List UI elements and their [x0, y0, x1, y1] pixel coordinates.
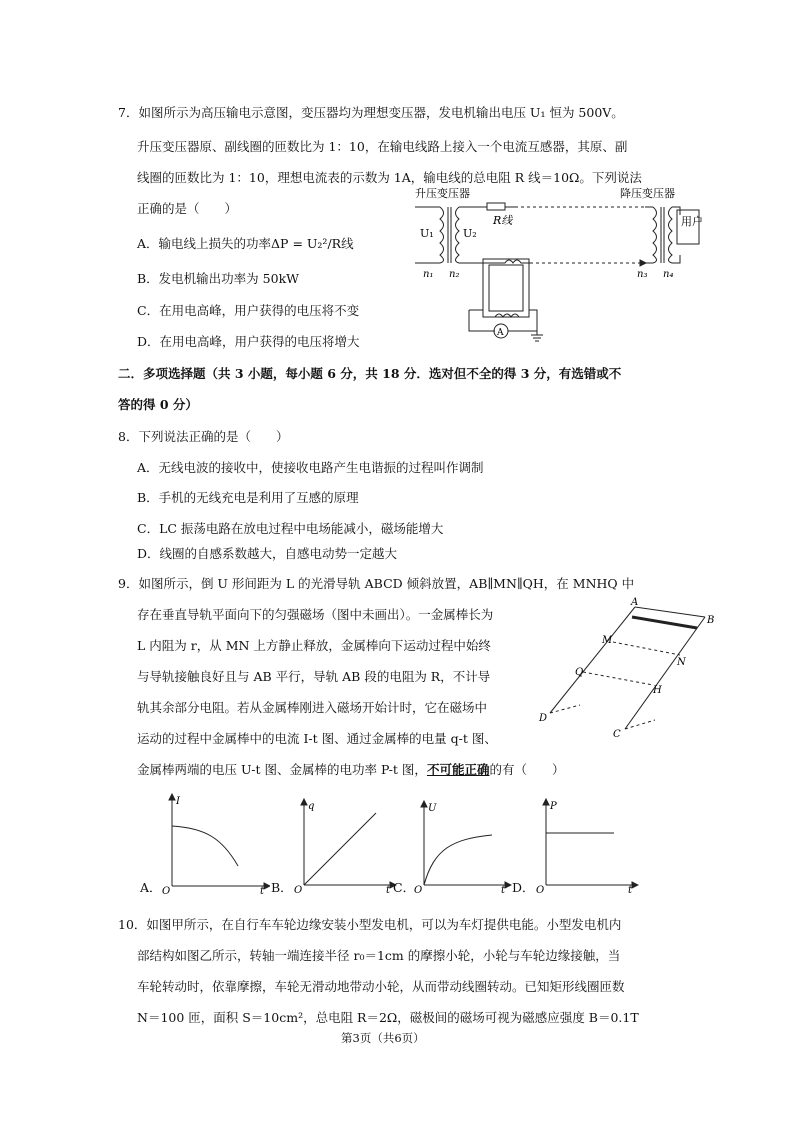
- q10-line-3: 车轮转动时，依靠摩擦，车轮无滑动地带动小轮，从而带动线圈转动。已知矩形线圈匝数: [137, 979, 625, 994]
- section2-heading-line-1: 二．多项选择题（共 3 小题，每小题 6 分，共 18 分．选对但不全的得 3 分，有选错或不: [118, 366, 622, 381]
- q9-line-1: 9．如图所示，倒 U 形间距为 L 的光滑导轨 ABCD 倾斜放置，AB∥MN∥QH，在 MNHQ 中: [118, 576, 635, 591]
- q9-line-6: 运动的过程中金属棒中的电流 I-t 图、通过金属棒的电量 q-t 图、: [137, 731, 497, 746]
- q7-line-4: 正确的是（ ）: [137, 201, 238, 216]
- n3-label: n₃: [637, 269, 648, 280]
- q10-line-1: 10．如图甲所示，在自行车车轮边缘安装小型发电机，可以为车灯提供电能。小型发电机内: [118, 917, 622, 932]
- graph-a-i-t: [160, 790, 270, 895]
- u1-label: U₁: [420, 227, 434, 240]
- q9-line-5: 轨其余部分电阻。若从金属棒刚进入磁场开始计时，它在磁场中: [137, 700, 488, 715]
- svg-text:O: O: [294, 885, 303, 895]
- point-c: C: [613, 729, 621, 740]
- section2-heading-line-2: 答的得 0 分）: [118, 397, 198, 412]
- graph-c-letter: C．: [393, 880, 416, 895]
- svg-text:I: I: [176, 796, 180, 807]
- svg-text:O: O: [414, 885, 423, 895]
- n4-label: n₄: [663, 269, 674, 280]
- q9-line-7-prefix: 金属棒两端的电压 U-t 图、金属棒的电功率 P-t 图，: [137, 762, 427, 777]
- q9-line-7-suffix: 的有（ ）: [489, 762, 565, 777]
- n1-label: n₁: [423, 269, 434, 280]
- point-h: H: [653, 685, 662, 696]
- q8-option-d: D．线圈的自感系数越大，自感电动势一定越大: [137, 546, 398, 561]
- graph-b-q-t: [292, 795, 397, 895]
- step-up-label: 升压变压器: [415, 187, 470, 200]
- q7-option-d: D．在用电高峰，用户获得的电压将增大: [137, 334, 360, 349]
- q9-line-3: L 内阻为 r，从 MN 上方静止释放，金属棒向下运动过程中始终: [137, 638, 491, 653]
- point-m: M: [602, 635, 613, 646]
- graph-d-p-t: [534, 795, 639, 895]
- q9-line-7: [137, 762, 564, 778]
- q7-option-b: B．发电机输出功率为 50kW: [137, 271, 299, 286]
- q10-line-4: N＝100 匝，面积 S＝10cm²，总电阻 R＝2Ω，磁极间的磁场可视为磁感应强度 B＝0.1T: [137, 1010, 639, 1025]
- q9-line-2: 存在垂直导轨平面向下的匀强磁场（图中未画出）。一金属棒长为: [137, 607, 494, 622]
- page-footer: 第3页（共6页）: [341, 1031, 425, 1045]
- q8-stem: 8．下列说法正确的是（ ）: [118, 429, 289, 444]
- q7-line-1: 7．如图所示为高压输电示意图，变压器均为理想变压器，发电机输出电压 U₁ 恒为 500V。: [118, 105, 624, 120]
- r-line-label: R线: [493, 214, 513, 227]
- n2-label: n₂: [449, 269, 460, 280]
- svg-text:O: O: [162, 886, 171, 895]
- q8-option-b: B．手机的无线充电是利用了互感的原理: [137, 490, 359, 505]
- svg-text:U: U: [428, 803, 437, 814]
- svg-text:t: t: [386, 885, 391, 895]
- svg-text:t: t: [501, 885, 506, 895]
- point-a: A: [631, 597, 639, 608]
- svg-text:O: O: [536, 885, 545, 895]
- point-q: Q: [575, 667, 584, 678]
- q7-option-a: A．输电线上损失的功率ΔP = U₂²/R线: [137, 236, 354, 251]
- svg-text:t: t: [628, 885, 633, 895]
- q10-line-2: 部结构如图乙所示，转轴一端连接半径 r₀＝1cm 的摩擦小轮，小轮与车轮边缘接触，当: [137, 948, 621, 963]
- svg-text:t: t: [260, 886, 265, 895]
- point-b: B: [707, 615, 715, 626]
- q9-emphasis: 不可能正确: [426, 762, 490, 777]
- user-label: 用户: [681, 215, 703, 228]
- svg-text:P: P: [550, 801, 557, 812]
- ammeter-label: A: [497, 328, 504, 338]
- graph-b-letter: B．: [271, 880, 293, 895]
- q7-option-c: C．在用电高峰，用户获得的电压将不变: [137, 303, 360, 318]
- svg-text:q: q: [308, 801, 315, 812]
- q9-rail-diagram: [535, 595, 735, 745]
- graph-a-letter: A．: [140, 880, 162, 895]
- q9-line-4: 与导轨接触良好且与 AB 平行，导轨 AB 段的电阻为 R，不计导: [137, 669, 491, 684]
- u2-label: U₂: [463, 227, 477, 240]
- point-d: D: [539, 713, 548, 724]
- graph-c-u-t: [412, 797, 512, 895]
- q7-transmission-diagram: [405, 185, 705, 345]
- q7-line-2: 升压变压器原、副线圈的匝数比为 1：10，在输电线路上接入一个电流互感器，其原、副: [137, 139, 628, 154]
- graph-d-letter: D．: [512, 880, 535, 895]
- q7-line-3: 线圈的匝数比为 1：10，理想电流表的示数为 1A，输电线的总电阻 R 线＝10Ω。下列说法: [137, 170, 642, 185]
- step-down-label: 降压变压器: [620, 187, 675, 200]
- q8-option-a: A．无线电波的接收中，使接收电路产生电谐振的过程叫作调制: [137, 460, 484, 475]
- q8-option-c: C．LC 振荡电路在放电过程中电场能减小，磁场能增大: [137, 521, 444, 536]
- point-n: N: [677, 657, 686, 668]
